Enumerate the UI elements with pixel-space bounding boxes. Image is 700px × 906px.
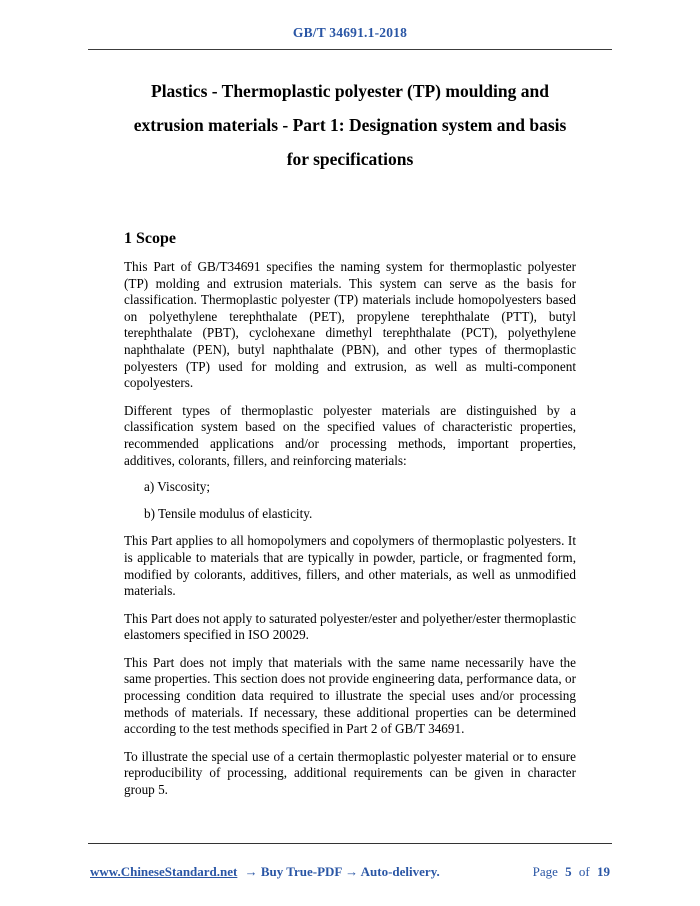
- title-line-2: extrusion materials - Part 1: Designation system and basis: [133, 115, 567, 135]
- paragraph: To illustrate the special use of a certain thermoplastic polyester material or to ensure reproducibility of processing, additional requirements can be given in character group 5.: [124, 748, 576, 798]
- total-pages-number: 19: [597, 864, 610, 879]
- footer-divider: [88, 843, 612, 844]
- page-label: Page: [532, 864, 558, 879]
- paragraph: This Part does not imply that materials with the same name necessarily have the same properties. This section does not provide engineering data, performance data, or processing condition data required to illustrate the special uses and/or processing methods of materials. If necessary, these additional properties can be determined according to the test methods specified in Part 2 of GB/T 34691.: [124, 654, 576, 737]
- of-label: of: [578, 864, 590, 879]
- document-body: [124, 230, 576, 799]
- footer-delivery-info: [90, 864, 440, 880]
- page-footer: [90, 864, 610, 880]
- paragraph: This Part applies to all homopolymers and copolymers of thermoplastic polyesters. It is applicable to materials that are typically in powder, particle, or fragmented form, modified by colorants, additives, fillers, and other materials, as well as unmodified materials.: [124, 533, 576, 599]
- chinesestandard-link[interactable]: www.ChineseStandard.net: [90, 864, 238, 879]
- title-line-3: for specifications: [286, 149, 414, 169]
- title-line-1: Plastics - Thermoplastic polyester (TP) moulding and: [151, 81, 549, 101]
- current-page-number: 5: [565, 864, 572, 879]
- section-heading-scope: 1 Scope: [124, 230, 176, 247]
- paragraph: This Part does not apply to saturated polyester/ester and polyether/ester thermoplastic elastomers specified in ISO 20029.: [124, 610, 576, 643]
- paragraph: Different types of thermoplastic polyester materials are distinguished by a classification system based on the specified values of characteristic properties, recommended applications and/or processing methods, important properties, additives, colorants, fillers, and reinforcing materials:: [124, 402, 576, 468]
- doc-number-header: GB/T 34691.1-2018: [292, 25, 408, 40]
- page-indicator: [533, 864, 610, 880]
- footer-tail-text: → Buy True-PDF → Auto-delivery.: [244, 864, 440, 879]
- header-divider: [88, 49, 612, 50]
- list-item-viscosity: a) Viscosity;: [144, 479, 210, 495]
- list-item-tensile-modulus: b) Tensile modulus of elasticity.: [144, 505, 313, 521]
- document-title: [60, 74, 640, 176]
- paragraph: This Part of GB/T34691 specifies the naming system for thermoplastic polyester (TP) molding and extrusion materials. This system can serve as the basis for classification. Thermoplastic polyester (TP) materials include homopolyesters based on polyethylene terephthalate (PET), propylene terephthalate (PTT), butyl terephthalate (PBT), cyclohexane dimethyl terephthalate (PCT), polyethylene naphthalate (PEN), butyl naphthalate (PBN), and other types of thermoplastic polyesters (TP) used for molding and extrusion, as well as multi-component copolyesters.: [124, 259, 576, 391]
